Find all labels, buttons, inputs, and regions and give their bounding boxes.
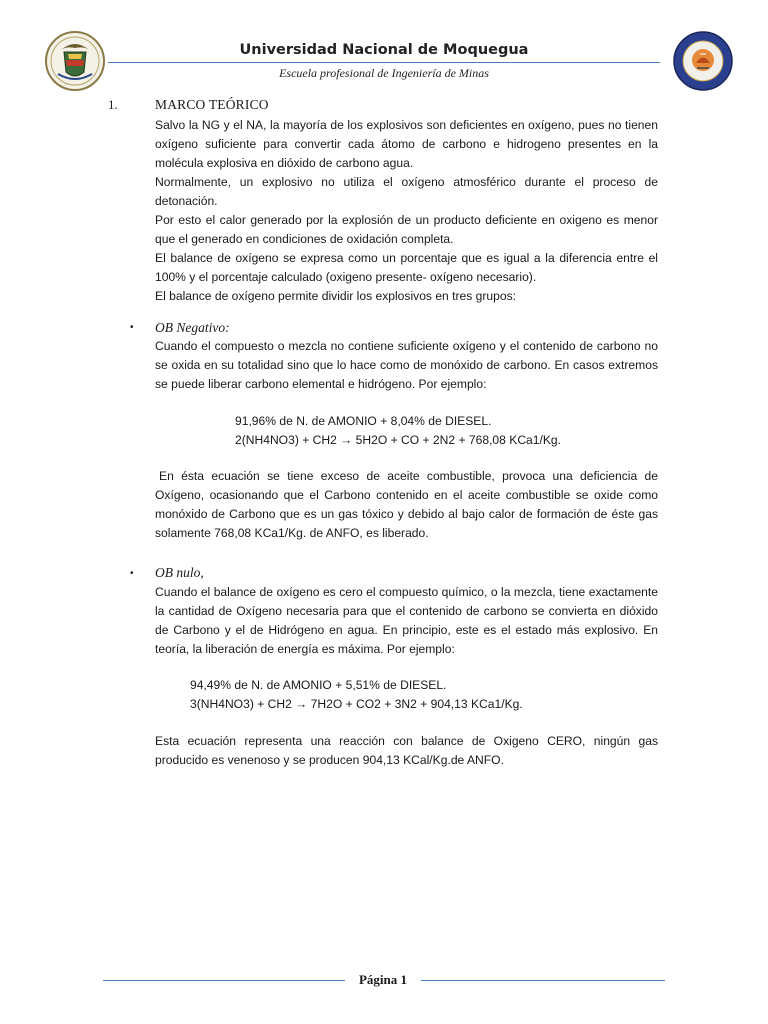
footer-divider-left <box>103 980 345 981</box>
page-number: Página 1 <box>358 972 408 987</box>
intro-paragraph: Por esto el calor generado por la explosión de un producto deficiente en oxigeno es menor que el generado en condiciones de oxidación completa. <box>155 213 658 246</box>
university-crest-logo <box>44 30 106 92</box>
intro-paragraph: Normalmente, un explosivo no utiliza el oxígeno atmosférico durante el proceso de detonación. <box>155 175 658 208</box>
bullet-description: Cuando el balance de oxígeno es cero el compuesto químico, o la mezcla, tiene exactamente la cantidad de Oxígeno necesaria para que el contenido de carbono se convierta en dióxido de Carbono y el de Hidrógeno en agua. En principio, este es el estado más explosivo. En teoría, la liberación de energía es máxima. Por ejemplo: <box>155 585 658 656</box>
section-heading: MARCO TEÓRICO <box>155 97 269 112</box>
chemical-reaction: 2(NH4NO3) + CH2 → 5H2O + CO + 2N2 + 768,08 KCa1/Kg. <box>235 433 562 447</box>
section-number: 1. <box>108 97 118 112</box>
intro-paragraph: Salvo la NG y el NA, la mayoría de los explosivos son deficientes en oxígeno, pues no tienen oxígeno suficiente para convertir cada átomo de carbono e hidrogeno presentes en la molécula explosiva en dióxido de carbono agua. <box>155 118 658 170</box>
chemical-reaction: 3(NH4NO3) + CH2 → 7H2O + CO2 + 3N2 + 904,13 KCa1/Kg. <box>190 697 523 711</box>
bullet-explanation: En ésta ecuación se tiene exceso de aceite combustible, provoca una deficiencia de Oxígeno, ocasionando que el Carbono contenido en el aceite combustible se oxide como monóxido de Carbono que es un gas tóxico y debido al bajo calor de formación de éste gas solamente 768,08 KCa1/Kg. de ANFO, es liberado. <box>155 469 658 540</box>
bullet-marker: • <box>130 568 134 579</box>
intro-paragraph: El balance de oxígeno permite dividir los explosivos en tres grupos: <box>155 289 516 303</box>
intro-paragraph: El balance de oxígeno se expresa como un porcentaje que es igual a la diferencia entre el 100% y el porcentaje calculado (oxigeno presente- oxígeno necesario). <box>155 251 658 284</box>
bullet-description: Cuando el compuesto o mezcla no contiene suficiente oxígeno y el contenido de carbono no se oxida en su totalidad sino que lo hace como de monóxido de carbono. En casos extremos se puede liberar carbono elemental e hidrógeno. Por ejemplo: <box>155 339 658 391</box>
mixture-composition: 91,96% de N. de AMONIO + 8,04% de DIESEL. <box>235 414 492 428</box>
mixture-composition: 94,49% de N. de AMONIO + 5,51% de DIESEL. <box>190 678 447 692</box>
school-seal-logo <box>672 30 734 92</box>
bullet-marker: • <box>130 322 134 333</box>
footer-divider-right <box>421 980 665 981</box>
bullet-title-ob-nulo: OB nulo, <box>155 565 204 580</box>
header-divider <box>108 62 660 63</box>
bullet-explanation: Esta ecuación representa una reacción con balance de Oxigeno CERO, ningún gas producido es venenoso y se producen 904,13 KCal/Kg.de ANFO. <box>155 734 658 767</box>
university-name: Universidad Nacional de Moquegua <box>239 42 529 58</box>
school-name: Escuela profesional de Ingeniería de Minas <box>279 66 489 80</box>
bullet-title-ob-negativo: OB Negativo: <box>155 320 230 335</box>
